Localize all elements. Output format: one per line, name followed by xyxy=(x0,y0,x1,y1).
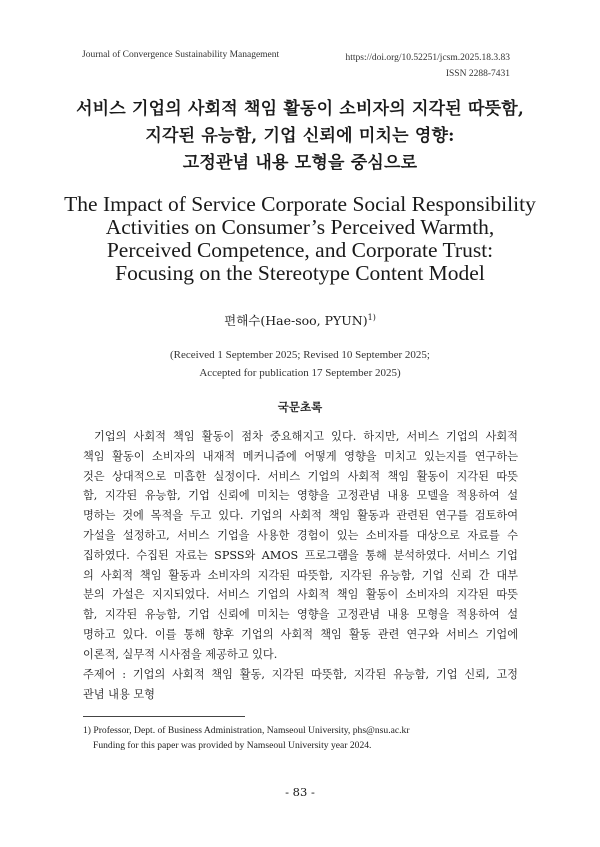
journal-name: Journal of Convergence Sustainability Management xyxy=(82,50,280,60)
footnote-mark[interactable]: 1) xyxy=(367,312,376,322)
english-title-line: The Impact of Service Corporate Social Responsibility xyxy=(64,192,536,216)
abstract-line: 함, 지각된 유능함, 기업 신뢰에 미치는 영향을 고정관념 내용 모형을 적용하여 설 xyxy=(83,608,518,622)
english-title xyxy=(0,193,600,285)
keywords-line: 관념 내용 모형 xyxy=(83,687,155,701)
footnote-divider xyxy=(83,716,245,717)
doi-link[interactable]: https://doi.org/10.52251/jcsm.2025.18.3.83 xyxy=(345,53,510,63)
dates-line: Accepted for publication 17 September 2025) xyxy=(199,367,401,379)
author-name: 편해수(Hae-soo, PYUN) xyxy=(224,313,368,328)
abstract-line: 것은 상대적으로 미흡한 실정이다. 서비스 기업의 사회적 책임 활동이 지각된 따뜻 xyxy=(83,469,518,483)
korean-title xyxy=(0,96,600,177)
abstract-line: 이론적, 실무적 시사점을 제공하고 있다. xyxy=(83,647,278,661)
footnote-funding: Funding for this paper was provided by Namseoul University year 2024. xyxy=(93,740,372,751)
abstract-line: 의 사회적 책임 활동과 소비자의 지각된 따뜻함, 지각된 유능함, 기업 신뢰 간 대부 xyxy=(83,568,518,582)
korean-title-line: 지각된 유능함, 기업 신뢰에 미치는 영향: xyxy=(145,126,455,146)
korean-title-line: 서비스 기업의 사회적 책임 활동이 소비자의 지각된 따뜻함, xyxy=(76,99,524,119)
abstract-line: 가설을 설정하고, 서비스 기업을 사용한 경험이 있는 소비자를 대상으로 자료를 수 xyxy=(83,528,518,542)
dates-line: (Received 1 September 2025; Revised 10 September 2025; xyxy=(170,349,430,361)
abstract-line: 분의 가설은 지지되었다. 서비스 기업의 사회적 책임 활동이 소비자의 지각된 따뜻 xyxy=(83,588,518,602)
abstract-line: 명하고 있다. 이를 통해 향후 기업의 사회적 책임 활동 관련 연구와 서비스 기업에 xyxy=(83,627,518,641)
abstract-heading: 국문초록 xyxy=(277,400,323,414)
abstract-line: 함, 지각된 유능함, 기업 신뢰에 미치는 영향을 고정관념 내용 모델을 적용하여 설 xyxy=(83,489,518,503)
footnote xyxy=(83,723,523,753)
abstract-line: 집하였다. 수집된 자료는 SPSS와 AMOS 프로그램을 통해 분석하였다. 서비스 기업 xyxy=(83,548,518,562)
issn: ISSN 2288-7431 xyxy=(445,69,510,79)
english-title-line: Focusing on the Stereotype Content Model xyxy=(115,261,485,285)
abstract-line: 명하는 것에 목적을 두고 있다. 기업의 사회적 책임 활동과 관련된 연구를 검토하여 xyxy=(83,509,518,523)
english-title-line: Activities on Consumer’s Perceived Warmth, xyxy=(105,215,495,239)
author-line xyxy=(0,311,600,329)
abstract-line: 기업의 사회적 책임 활동이 점차 중요해지고 있다. 하지만, 서비스 기업의 사회적 xyxy=(94,430,518,443)
header-meta xyxy=(346,50,511,82)
korean-title-line: 고정관념 내용 모형을 중심으로 xyxy=(182,153,418,173)
keywords-line: 주제어 : 기업의 사회적 책임 활동, 지각된 따뜻함, 지각된 유능함, 기업 신뢰, 고정 xyxy=(83,668,518,681)
english-title-line: Perceived Competence, and Corporate Trust: xyxy=(106,238,494,262)
submission-dates xyxy=(0,346,600,382)
page-number: - 83 - xyxy=(285,785,315,799)
keywords xyxy=(83,665,518,705)
abstract-body xyxy=(83,427,518,665)
abstract-line: 책임 활동이 소비자의 내재적 메커니즘에 어떻게 영향을 미치고 있는지를 연구하는 xyxy=(83,449,518,463)
footnote-affiliation: 1) Professor, Dept. of Business Administration, Namseoul University, phs@nsu.ac.kr xyxy=(83,725,410,736)
